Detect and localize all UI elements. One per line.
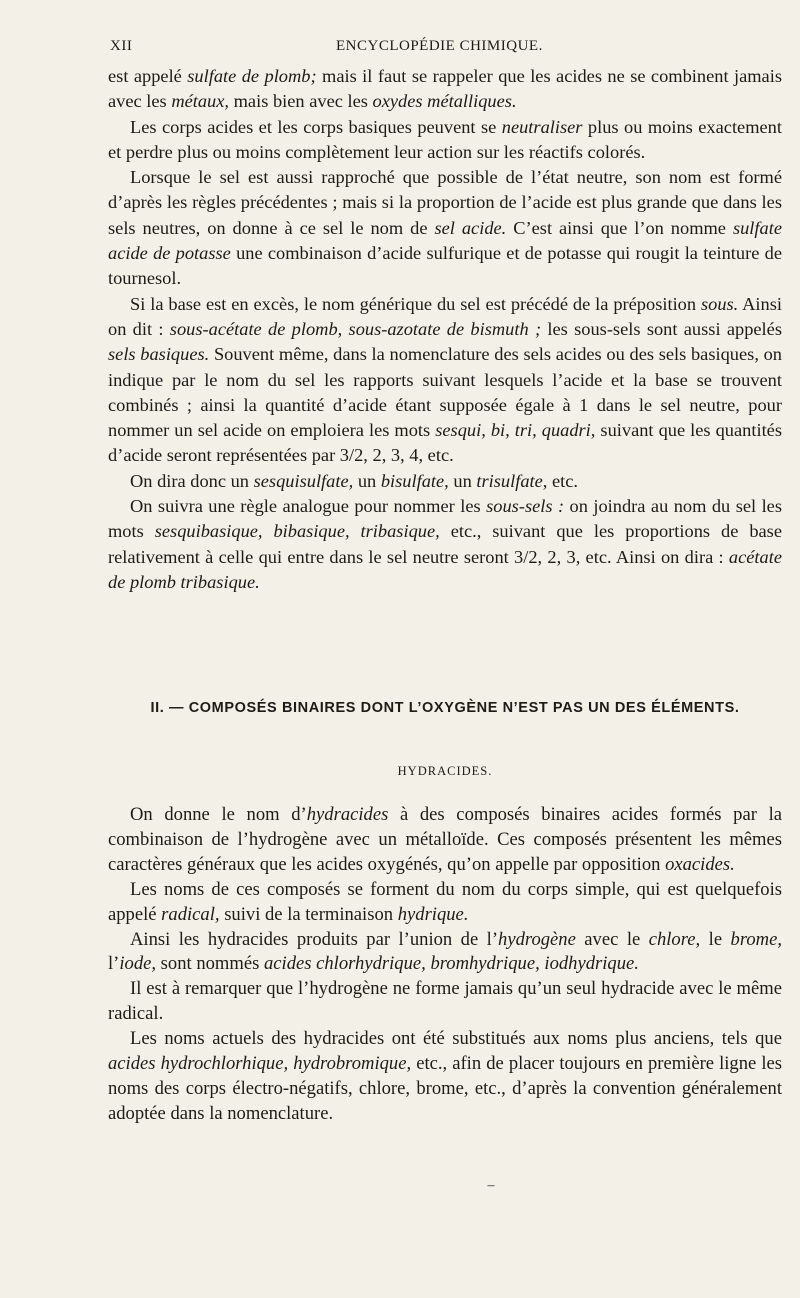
section-heading: II. — COMPOSÉS BINAIRES DONT L’OXYGÈNE N’EST PAS UN DES ÉLÉMENTS. xyxy=(150,700,740,716)
paragraph-hydracides-definition: On donne le nom d’hydracides à des composés binaires acides formés par la combinaison de l’hydrogène avec un métalloïde. Ces composés présentent les mêmes caractères généraux que les acides oxygénés, qu’on appelle par opposition oxacides. xyxy=(108,804,782,875)
salt-nomenclature-text xyxy=(108,64,782,595)
paragraph-sesquisulfate: On dira donc un sesquisulfate, un bisulfate, un trisulfate, etc. xyxy=(130,470,579,491)
subsection-heading: HYDRACIDES. xyxy=(397,764,493,778)
paragraph-sulfate-de-plomb: est appelé sulfate de plomb; mais il faut se rappeler que les acides ne se combinent jamais avec les métaux, mais bien avec les oxydes métalliques. xyxy=(108,66,782,112)
paragraph-radical: Les noms de ces composés se forment du nom du corps simple, qui est quelquefois appelé radical, suivi de la terminaison hydrique. xyxy=(108,878,782,925)
paragraph-single-hydracide: Il est à remarquer que l’hydrogène ne forme jamais qu’un seul hydracide avec le même radical. xyxy=(108,978,782,1025)
paragraph-hydracides-names: Ainsi les hydracides produits par l’union de l’hydrogène avec le chlore, le brome, l’iode, sont nommés acides chlorhydrique, bromhydrique, iodhydrique. xyxy=(108,928,783,975)
page-number: XII xyxy=(110,38,133,54)
paragraph-neutraliser: Les corps acides et les corps basiques peuvent se neutraliser plus ou moins exactement et perdre plus ou moins complètement leur action sur les réactifs colorés. xyxy=(108,116,782,162)
footer-mark: – xyxy=(487,1178,495,1193)
paragraph-tribasique: On suivra une règle analogue pour nommer les sous-sels : on joindra au nom du sel les mots sesquibasique, bibasique, tribasique, etc., suivant que les proportions de base relativement à celle qui entre dans le sel neutre seront 3/2, 2, 3, etc. Ainsi on dira : acétate de plomb tribasique. xyxy=(108,496,782,592)
paragraph-old-names: Les noms actuels des hydracides ont été substitués aux noms plus anciens, tels que acides hydrochlorhique, hydrobromique, etc., afin de placer toujours en première ligne les noms des corps électro-négatifs, chlore, brome, etc., d’après la convention généralement adoptée dans la nomenclature. xyxy=(108,1028,782,1124)
running-head xyxy=(110,38,780,60)
paragraph-sous-sels: Si la base est en excès, le nom générique du sel est précédé de la préposition sous. Ainsi on dit : sous-acétate de plomb, sous-azotate de bismuth ; les sous-sels sont aussi appelés sels basiques. Souvent même, dans la nomenclature des sels acides ou des sels basiques, on indique par le nom du sel les rapports suivant lesquels l’acide et la base se trouvent combinés ; ainsi la quantité d’acide étant supposée égale à 1 dans le sel neutre, pour nommer un sel acide on emploiera les mots sesqui, bi, tri, quadri, suivant que les quantités d’acide seront représentées par 3/2, 2, 3, 4, etc. xyxy=(108,293,783,466)
running-title: ENCYCLOPÉDIE CHIMIQUE. xyxy=(336,38,543,54)
hydracides-text xyxy=(108,803,782,1127)
paragraph-sel-acide: Lorsque le sel est aussi rapproché que possible de l’état neutre, son nom est formé d’après les règles précédentes ; mais si la proportion de l’acide est plus grande que dans les sels neutres, on donne à ce sel le nom de sel acide. C’est ainsi que l’on nomme sulfate acide de potasse une combinaison d’acide sulfurique et de potasse qui rougit la teinture de tournesol. xyxy=(108,167,782,289)
